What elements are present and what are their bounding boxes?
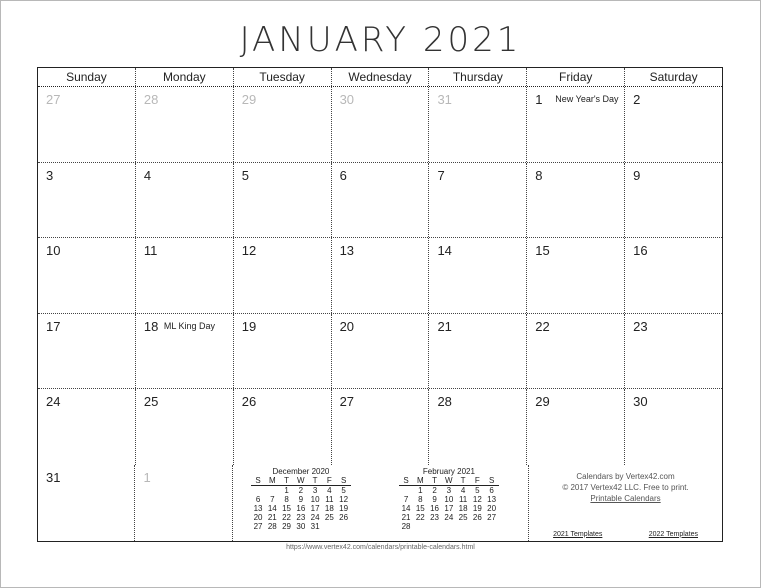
mini-day: 1 [418, 485, 423, 495]
mini-day: 2 [432, 485, 437, 495]
day-cell [527, 163, 625, 238]
mini-day [337, 522, 351, 531]
mini-day: 31 [310, 521, 320, 531]
credits [529, 471, 722, 504]
day-cell [332, 87, 430, 162]
day-cell [38, 163, 136, 238]
mini-calendars [233, 465, 529, 541]
day-cell [625, 163, 722, 238]
mini-day: 1 [284, 485, 289, 495]
mini-week [251, 495, 351, 504]
day-number: 12 [241, 243, 257, 259]
mini-day: 20 [487, 503, 497, 513]
mini-day: 21 [401, 512, 411, 522]
mini-day: 24 [310, 512, 320, 522]
weekday-saturday: Saturday [649, 70, 698, 84]
mini-day: 20 [253, 512, 263, 522]
mini-day: 18 [458, 503, 468, 513]
mini-week [399, 513, 499, 522]
mini-day: 14 [401, 503, 411, 513]
day-cell [332, 389, 430, 465]
mini-day: 16 [296, 503, 306, 513]
mini-day: 9 [298, 494, 304, 504]
mini-day: 14 [267, 503, 277, 513]
mini-day: 9 [432, 494, 437, 504]
day-cell [38, 238, 136, 313]
day-cell [234, 314, 332, 389]
day-cell [136, 389, 234, 465]
mini-weekday: W [297, 475, 305, 485]
week-row-1 [38, 87, 722, 163]
calendar-grid [37, 67, 723, 542]
day-number: 9 [633, 167, 641, 183]
mini-cal-december [251, 467, 351, 531]
day-number: 3 [46, 167, 54, 183]
day-number: 13 [339, 243, 355, 259]
day-number: 14 [437, 243, 452, 259]
mini-weekday: T [284, 475, 290, 485]
mini-day: 4 [327, 485, 332, 495]
mini-day: 10 [444, 494, 454, 504]
mini-weekday: T [432, 475, 438, 485]
mini-day: 19 [472, 503, 482, 513]
mini-week [399, 504, 499, 513]
day-number: 21 [437, 318, 452, 334]
week-row-6 [38, 465, 722, 541]
mini-day: 22 [282, 512, 292, 522]
mini-week [251, 513, 351, 522]
day-cell [625, 389, 722, 465]
week-row-5 [38, 389, 722, 465]
day-number: 7 [437, 167, 445, 183]
day-number: 28 [143, 92, 159, 107]
day-cell [429, 163, 527, 238]
mini-day: 11 [458, 494, 468, 504]
mini-day [456, 522, 470, 531]
page-title: JANUARY 2021 [239, 20, 522, 60]
mini-day [399, 486, 413, 495]
week-row-2 [38, 163, 722, 239]
day-cell [38, 87, 136, 162]
day-number: 30 [339, 92, 355, 107]
day-number: 31 [46, 469, 61, 485]
day-number: 27 [46, 92, 61, 107]
mini-weekday: F [326, 475, 332, 485]
mini-cal-february [399, 467, 499, 531]
day-cell [234, 238, 332, 313]
day-number: 29 [241, 92, 257, 107]
mini-day: 11 [325, 494, 334, 504]
weekday-header [38, 68, 722, 87]
week-row-3 [38, 238, 722, 314]
weekday-friday: Friday [527, 68, 625, 86]
mini-weekday: S [255, 475, 261, 485]
mini-day: 12 [339, 494, 349, 504]
day-cell [429, 314, 527, 389]
day-cell [625, 87, 722, 162]
mini-day: 27 [253, 521, 263, 531]
mini-day: 8 [418, 494, 423, 504]
mini-weekday: T [460, 475, 466, 485]
day-cell [429, 87, 527, 162]
day-number: 6 [339, 167, 347, 183]
mini-day [265, 486, 279, 495]
day-number: 18 [143, 318, 159, 334]
day-cell [234, 87, 332, 162]
mini-day: 17 [444, 503, 454, 513]
day-cell [429, 389, 527, 465]
mini-day: 23 [296, 512, 306, 522]
day-cell [135, 465, 232, 541]
day-number: 22 [535, 318, 550, 334]
day-cell [38, 465, 135, 541]
day-cell [429, 238, 527, 313]
weekday-monday: Monday [136, 68, 234, 86]
mini-cal-title: December 2020 [272, 466, 330, 476]
mini-day: 2 [298, 485, 304, 495]
day-cell [527, 87, 625, 162]
credit-line: Calendars by Vertex42.com [576, 471, 675, 481]
day-cell [38, 314, 136, 389]
mini-day: 8 [284, 494, 289, 504]
day-number: 24 [46, 394, 61, 410]
mini-day: 30 [296, 521, 306, 531]
mini-day: 13 [487, 494, 497, 504]
day-number: 11 [143, 243, 158, 259]
mini-week [399, 486, 499, 495]
day-cell [136, 314, 234, 389]
mini-weekday: M [416, 475, 424, 485]
mini-day: 19 [339, 503, 349, 513]
day-cell [234, 163, 332, 238]
mini-day: 10 [310, 494, 320, 504]
templates-2022-link[interactable]: 2022 Templates [648, 530, 698, 538]
mini-day: 25 [324, 512, 334, 522]
mini-day: 6 [255, 494, 261, 504]
copyright-line: © 2017 Vertex42 LLC. Free to print. [562, 482, 689, 492]
mini-week [399, 522, 499, 531]
mini-day: 26 [472, 512, 482, 522]
day-number: 17 [46, 318, 61, 334]
day-number: 8 [535, 167, 543, 183]
day-number: 5 [241, 167, 249, 183]
mini-day [470, 522, 484, 531]
day-number: 28 [437, 394, 452, 410]
day-cell [625, 238, 722, 313]
weekday-sunday: Sunday [38, 68, 136, 86]
day-cell [527, 389, 625, 465]
day-number: 1 [535, 92, 543, 107]
mini-weekday: M [268, 475, 276, 485]
mini-day: 29 [282, 521, 292, 531]
footer-url: https://www.vertex42.com/calendars/printable-calendars.html [286, 544, 475, 551]
mini-cal-title: February 2021 [422, 466, 475, 476]
mini-day: 3 [446, 485, 452, 495]
mini-day: 16 [430, 503, 440, 513]
mini-day: 17 [310, 503, 320, 513]
mini-day: 18 [324, 503, 334, 513]
mini-day: 15 [415, 503, 425, 513]
mini-day [251, 486, 265, 495]
mini-weekday: S [403, 475, 409, 485]
mini-cal-weekdays [399, 476, 499, 486]
day-number: 19 [241, 318, 257, 334]
day-number: 2 [633, 92, 641, 107]
mini-day: 22 [415, 512, 425, 522]
mini-day: 23 [430, 512, 440, 522]
mini-day: 7 [270, 494, 275, 504]
mini-day [485, 522, 499, 531]
weekday-tuesday: Tuesday [234, 68, 332, 86]
day-cell [527, 314, 625, 389]
mini-day: 26 [339, 512, 349, 522]
weekday-wednesday: Wednesday [332, 68, 430, 86]
mini-day: 28 [401, 521, 411, 531]
day-cell [527, 238, 625, 313]
mini-day: 12 [472, 494, 482, 504]
printable-calendars-link[interactable]: Printable Calendars [590, 493, 661, 503]
day-number: 27 [339, 394, 355, 410]
day-cell [38, 389, 136, 465]
day-number: 10 [46, 243, 61, 259]
mini-day: 3 [312, 485, 318, 495]
templates-2021-link[interactable]: 2021 Templates [553, 530, 603, 538]
mini-day: 4 [460, 485, 466, 495]
mini-day: 24 [444, 512, 454, 522]
mini-week [399, 495, 499, 504]
day-number: 4 [143, 167, 152, 183]
mini-day: 7 [403, 494, 409, 504]
mini-day [427, 522, 441, 531]
day-cell [136, 238, 234, 313]
day-number: 30 [633, 394, 648, 410]
day-cell [136, 163, 234, 238]
day-number: 1 [143, 469, 151, 485]
holiday-label: New Year's Day [555, 94, 619, 104]
mini-day: 5 [475, 485, 480, 495]
day-cell [625, 314, 722, 389]
mini-day [322, 522, 336, 531]
mini-weekday: S [488, 475, 495, 485]
weekday-thursday: Thursday [429, 68, 527, 86]
mini-week [251, 486, 351, 495]
day-number: 31 [437, 92, 452, 107]
mini-day [413, 522, 427, 531]
mini-day: 25 [458, 512, 468, 522]
info-cell [529, 465, 722, 541]
mini-weekday: T [312, 475, 318, 485]
mini-day [442, 522, 456, 531]
mini-weekday: F [474, 475, 480, 485]
holiday-label: ML King Day [163, 320, 216, 331]
day-number: 20 [339, 318, 355, 334]
day-number: 25 [143, 394, 159, 410]
mini-day: 21 [267, 512, 277, 522]
mini-week [251, 522, 351, 531]
day-cell [234, 389, 332, 465]
day-number: 26 [241, 394, 257, 410]
mini-day: 27 [487, 512, 497, 522]
week-row-4 [38, 314, 722, 390]
mini-cal-weekdays [251, 476, 351, 486]
day-cell [332, 238, 430, 313]
mini-day: 5 [341, 485, 346, 495]
mini-weekday: W [445, 475, 453, 485]
mini-day: 28 [267, 521, 277, 531]
mini-week [251, 504, 351, 513]
day-cell [332, 314, 430, 389]
mini-day: 13 [253, 503, 263, 513]
day-cell [332, 163, 430, 238]
day-cell [136, 87, 234, 162]
day-number: 29 [535, 394, 550, 410]
mini-day: 15 [282, 503, 292, 513]
mini-day: 6 [489, 485, 494, 495]
day-number: 15 [535, 243, 550, 259]
day-number: 16 [633, 243, 648, 259]
day-number: 23 [633, 318, 648, 334]
mini-weekday: S [340, 475, 347, 485]
